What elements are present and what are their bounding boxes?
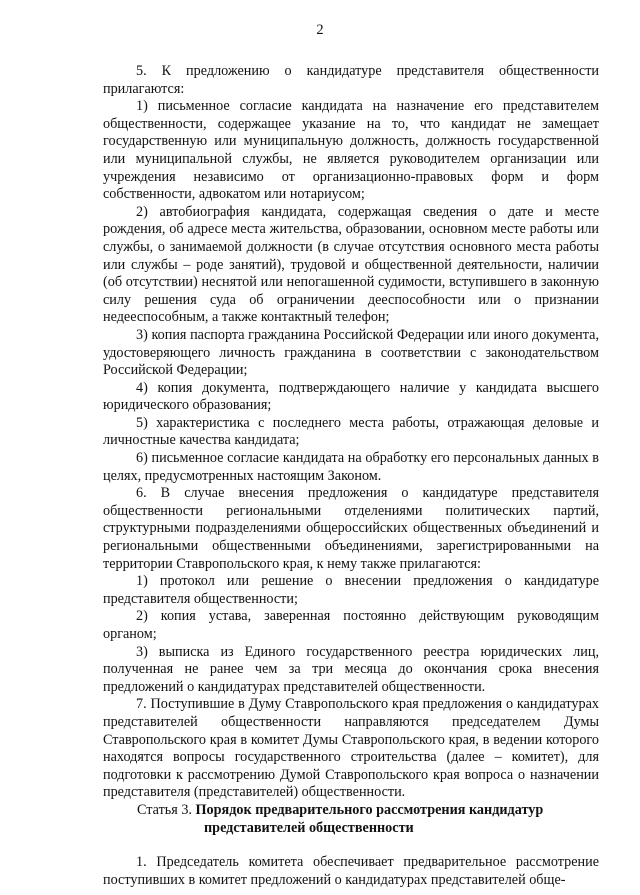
article-title-line-1: Порядок предварительного рассмотрения кандидатур (195, 801, 544, 818)
paragraph-6-item-2: 2) копия устава, заверенная постоянно действующим руководящим органом; (103, 608, 599, 642)
paragraph-7: 7. Поступившие в Думу Ставропольского края предложения о кандидатурах представителей общественности направляются председателем Думы Ставропольского края в комитет Думы Ставропольского края, в ведении которого находятся вопросы государственного строительства (далее – комитет), для подготовки к рассмотрению Думой Ставропольского края вопроса о назначении представителя (представителей) общественности. (103, 696, 599, 801)
article-title-line-2: представителей общественности (204, 819, 414, 836)
document-body (103, 63, 599, 889)
paragraph-5-item-2: 2) автобиография кандидата, содержащая сведения о дате и месте рождения, об адресе места жительства, образовании, основном месте работы или службы, о занимаемой должности (в случае отсутствия основного места работы или службы – роде занятий), трудовой и общественной деятельности, наличии (об отсутствии) неснятой или непогашенной судимости, вступившего в законную силу решения суда об ограничении дееспособности или о признании недееспособным, а также контактный телефон; (103, 203, 599, 326)
article-number: Статья 3. (137, 801, 192, 818)
page-number: 2 (316, 22, 324, 38)
paragraph-5-item-6: 6) письменное согласие кандидата на обработку его персональных данных в целях, предусмотренных настоящим Законом. (103, 450, 599, 484)
paragraph-5-item-3: 3) копия паспорта гражданина Российской Федерации или иного документа, удостоверяющего личность гражданина в соответствии с законодательством Российской Федерации; (103, 326, 599, 379)
article-3-paragraph-1: 1. Председатель комитета обеспечивает предварительное рассмотрение поступивших в комитет предложений о кандидатурах представителей обще- (103, 854, 599, 888)
paragraph-6-item-1: 1) протокол или решение о внесении предложения о кандидатуре представителя общественности; (103, 573, 599, 607)
paragraph-5-item-4: 4) копия документа, подтверждающего наличие у кандидата высшего юридического образования; (103, 379, 599, 414)
article-heading (103, 802, 599, 837)
paragraph-6-item-3: 3) выписка из Единого государственного реестра юридических лиц, полученная не ранее чем за три месяца до окончания срока внесения предложений о кандидатурах представителей общественности. (103, 643, 599, 695)
paragraph-6: 6. В случае внесения предложения о кандидатуре представителя общественности региональными отделениями политических партий, структурными подразделениями общероссийских общественных объединений и региональными общественными объединениями, зарегистрированными на территории Ставропольского края, к нему также прилагаются: (103, 485, 599, 572)
paragraph-5: 5. К предложению о кандидатуре представителя общественности прилагаются: (103, 63, 599, 97)
paragraph-5-item-5: 5) характеристика с последнего места работы, отражающая деловые и личностные качества кандидата; (103, 414, 599, 449)
paragraph-5-item-1: 1) письменное согласие кандидата на назначение его представителем общественности, содержащее указание на то, что кандидат не замещает государственную или муниципальную должность, должность государственной или муниципальной службы, не является руководителем организации или учреждения независимо от организационно-правовых форм и форм собственности, адвокатом или нотариусом; (103, 98, 599, 203)
